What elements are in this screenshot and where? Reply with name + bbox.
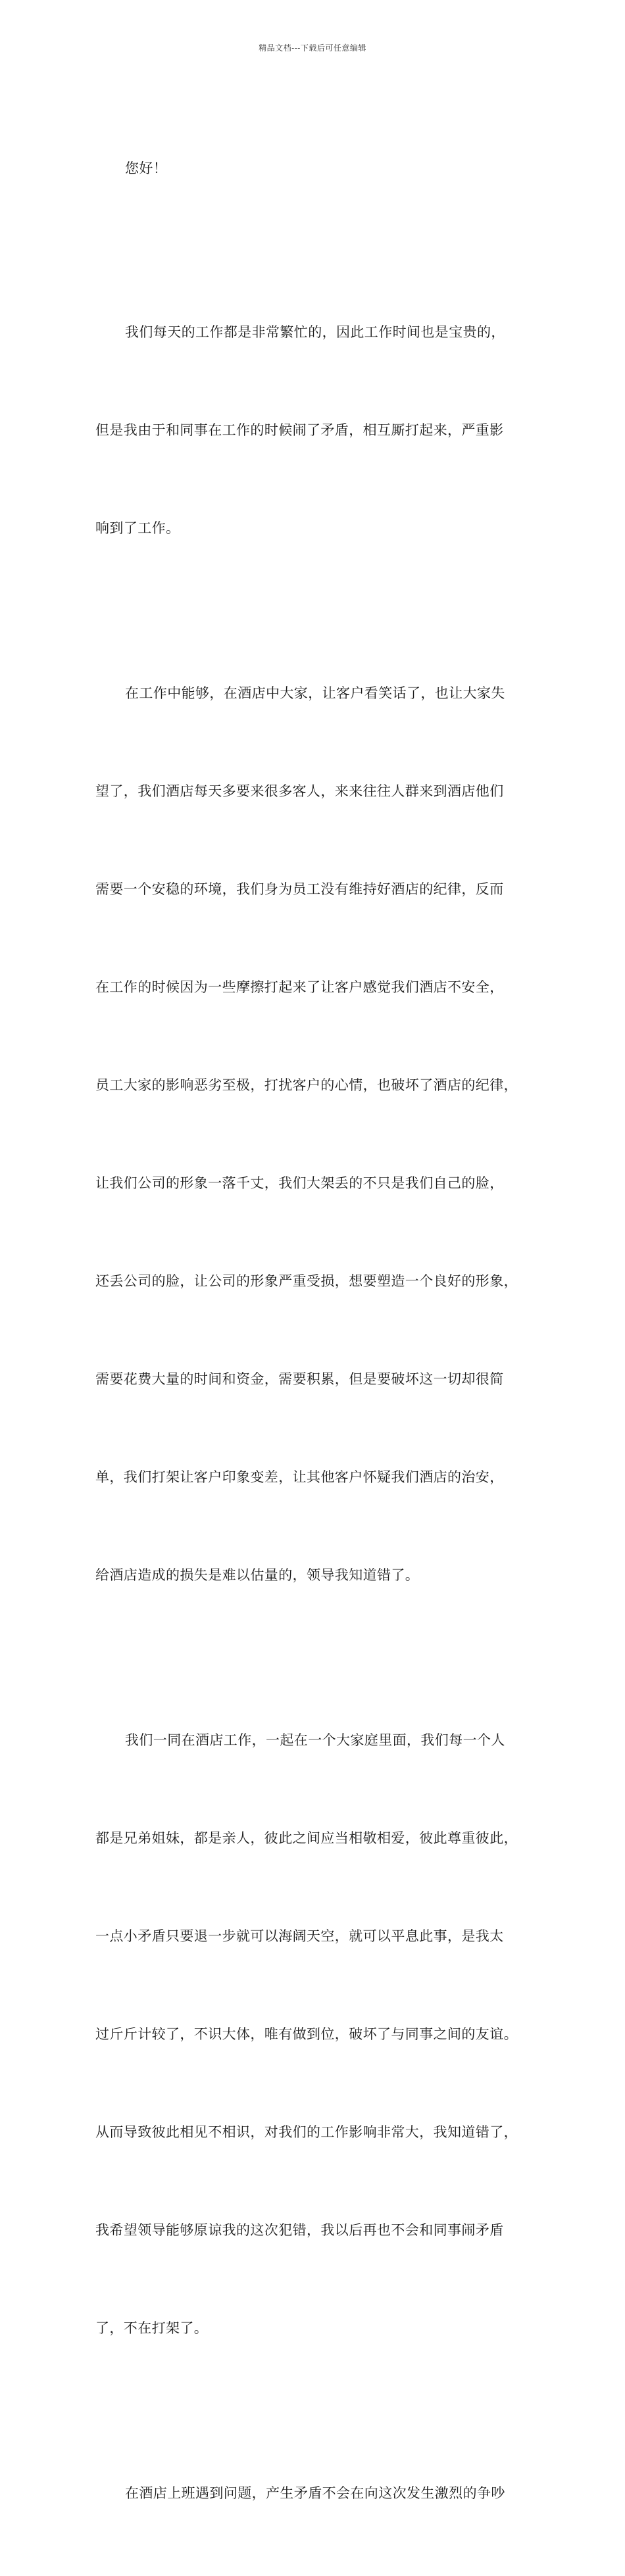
paragraph-line: 在酒店上班遇到问题，产生矛盾不会在向这次发生激烈的争吵 xyxy=(125,2485,505,2501)
paragraph-line: 需要一个安稳的环境，我们身为员工没有维持好酒店的纪律，反而 xyxy=(95,881,504,897)
paragraph-2 xyxy=(95,611,539,1657)
letter-body xyxy=(95,86,539,2576)
paragraph-line: 都是兄弟姐妹，都是亲人，彼此之间应当相敬相爱，彼此尊重彼此， xyxy=(95,1830,518,1846)
paragraph-4 xyxy=(95,2411,539,2575)
paragraph-line: 从而导致彼此相见不相识，对我们的工作影响非常大，我知道错了， xyxy=(95,2124,518,2140)
paragraph-line: 给酒店造成的损失是难以估量的，领导我知道错了。 xyxy=(95,1567,420,1583)
paragraph-line: 但是我由于和同事在工作的时候闹了矛盾，相互厮打起来，严重影 xyxy=(95,422,504,438)
paragraph-line: 让我们公司的形象一落千丈，我们大架丢的不只是我们自己的脸， xyxy=(95,1175,504,1191)
paragraph-line: 了，不在打架了。 xyxy=(95,2320,209,2336)
page-header: 精品文档---下载后可任意编辑 xyxy=(259,43,366,53)
greeting xyxy=(95,86,539,250)
paragraph-line: 员工大家的影响恶劣至极，打扰客户的心情，也破坏了酒店的纪律， xyxy=(95,1077,518,1093)
paragraph-line: 过斤斤计较了，不识大体，唯有做到位，破坏了与同事之间的友谊。 xyxy=(95,2026,518,2042)
paragraph-line: 在工作中能够，在酒店中大家，让客户看笑话了，也让大家失 xyxy=(125,685,505,701)
paragraph-1 xyxy=(95,250,539,610)
paragraph-line: 还丢公司的脸，让公司的形象严重受损，想要塑造一个良好的形象， xyxy=(95,1273,518,1289)
paragraph-line: 我们一同在酒店工作，一起在一个大家庭里面，我们每一个人 xyxy=(125,1732,505,1748)
paragraph-line: 我们每天的工作都是非常繁忙的，因此工作时间也是宝贵的， xyxy=(125,324,505,340)
paragraph-line: 需要花费大量的时间和资金，需要积累，但是要破坏这一切却很简 xyxy=(95,1371,504,1387)
paragraph-3 xyxy=(95,1658,539,2410)
paragraph-line: 一点小矛盾只要退一步就可以海阔天空，就可以平息此事，是我太 xyxy=(95,1928,504,1944)
paragraph-line: 单，我们打架让客户印象变差，让其他客户怀疑我们酒店的治安， xyxy=(95,1469,504,1485)
paragraph-line: 望了，我们酒店每天多要来很多客人，来来往往人群来到酒店他们 xyxy=(95,783,504,799)
greeting-line: 您好！ xyxy=(125,160,168,176)
paragraph-line: 响到了工作。 xyxy=(95,520,180,536)
paragraph-line: 我希望领导能够原谅我的这次犯错，我以后再也不会和同事闹矛盾 xyxy=(95,2222,504,2238)
paragraph-line: 在工作的时候因为一些摩擦打起来了让客户感觉我们酒店不安全， xyxy=(95,979,504,995)
